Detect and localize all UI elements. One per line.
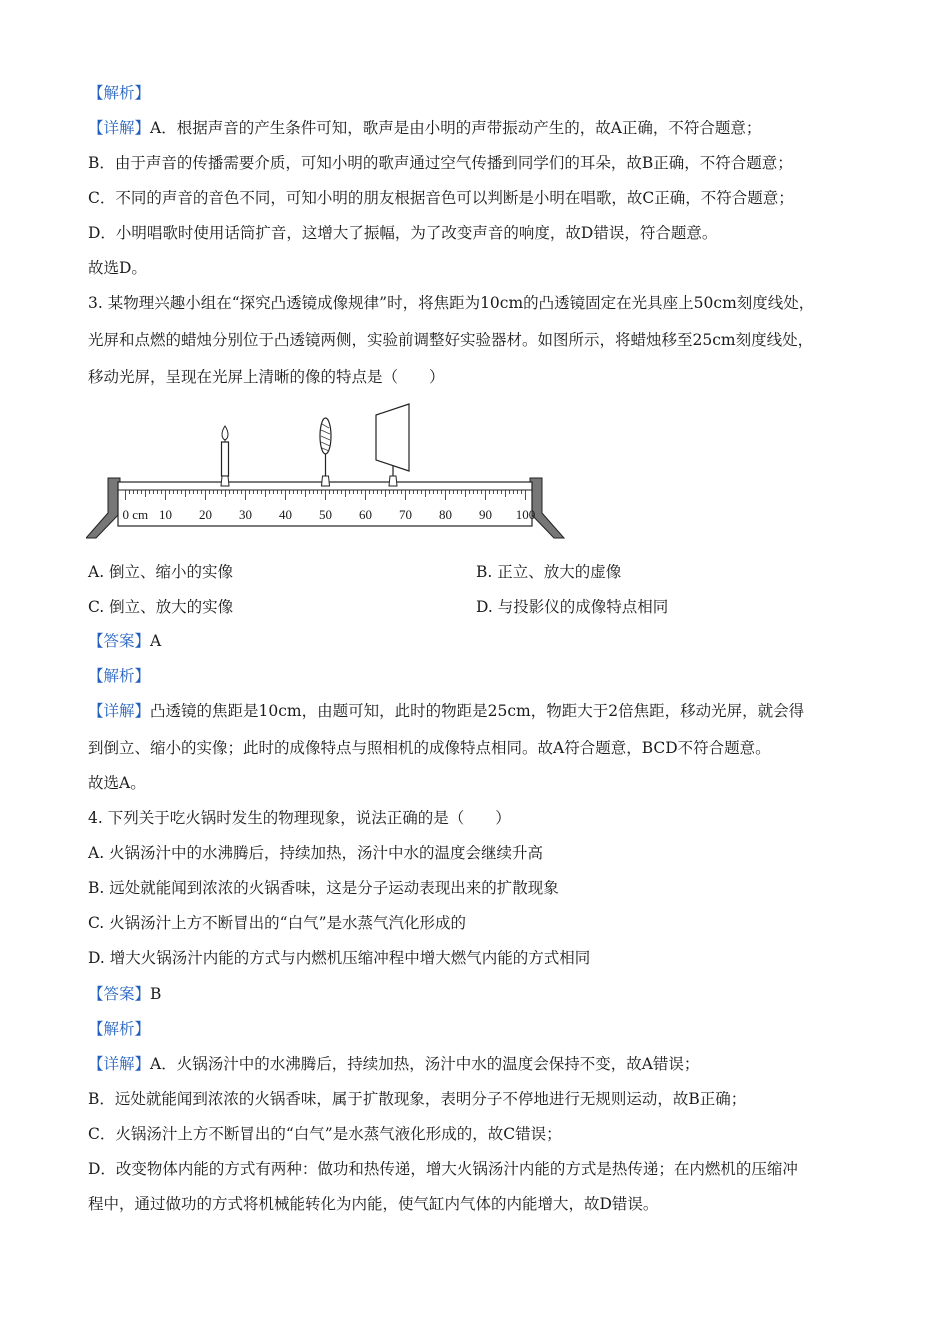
- question-stem: 4. 下列关于吃火锅时发生的物理现象，说法正确的是（ ）: [88, 809, 511, 827]
- detail-d: D．小明唱歌时使用话筒扩音，这增大了振幅，为了改变声音的响度，故D错误，符合题意。: [88, 224, 718, 242]
- question-stem: 光屏和点燃的蜡烛分别位于凸透镜两侧，实验前调整好实验器材。如图所示，将蜡烛移至25cm刻度线处，: [88, 331, 814, 349]
- option-a: A. 倒立、缩小的实像: [88, 563, 234, 581]
- detail-text: A．根据声音的产生条件可知，歌声是由小明的声带振动产生的，故A正确，不符合题意；: [150, 119, 762, 137]
- option-d: D. 与投影仪的成像特点相同: [476, 598, 669, 616]
- ruler-label: 100: [515, 507, 536, 522]
- option-d: D. 增大火锅汤汁内能的方式与内燃机压缩冲程中增大燃气内能的方式相同: [88, 949, 591, 967]
- analysis-tag: 【解析】: [88, 1020, 151, 1038]
- detail-c: C．火锅汤汁上方不断冒出的“白气”是水蒸气液化形成的，故C错误；: [88, 1125, 562, 1143]
- detail-a: [88, 118, 761, 138]
- ruler-label: 50: [319, 507, 332, 522]
- ruler-label: 20: [199, 507, 212, 522]
- option-b: B. 正立、放大的虚像: [476, 563, 622, 581]
- option-c: C. 倒立、放大的实像: [88, 598, 234, 616]
- left-support: [86, 478, 120, 538]
- option-a: A. 火锅汤汁中的水沸腾后，持续加热，汤汁中水的温度会继续升高: [88, 844, 544, 862]
- option-b: B. 远处就能闻到浓浓的火锅香味，这是分子运动表现出来的扩散现象: [88, 879, 559, 897]
- analysis-tag: 【解析】: [88, 84, 151, 102]
- conclusion: 故选D。: [88, 259, 147, 277]
- ruler-label: 80: [439, 507, 452, 522]
- ruler-label: 30: [239, 507, 252, 522]
- detail-1: [88, 701, 804, 721]
- answer-value: B: [150, 985, 162, 1003]
- detail-c: C．不同的声音的音色不同，可知小明的朋友根据音色可以判断是小明在唱歌，故C正确，不符合题意；: [88, 189, 794, 207]
- ruler-label: 0 cm: [122, 507, 149, 522]
- candle: [221, 426, 229, 486]
- conclusion: 故选A。: [88, 774, 146, 792]
- detail-b: B．远处就能闻到浓浓的火锅香味，属于扩散现象，表明分子不停地进行无规则运动，故B正确；: [88, 1090, 747, 1108]
- convex-lens: [320, 418, 331, 486]
- detail-tag: 【详解】: [88, 119, 151, 137]
- light-screen: [376, 404, 409, 486]
- ruler-label: 10: [159, 507, 172, 522]
- question-stem: 移动光屏，呈现在光屏上清晰的像的特点是（ ）: [88, 368, 445, 386]
- optical-bench-figure: [86, 398, 566, 543]
- detail-2: 到倒立、缩小的实像；此时的成像特点与照相机的成像特点相同。故A符合题意，BCD不符合题意。: [88, 739, 771, 757]
- detail-d: D．改变物体内能的方式有两种：做功和热传递，增大火锅汤汁内能的方式是热传递；在内燃机的压缩冲: [88, 1160, 798, 1178]
- detail-tag: 【详解】: [88, 702, 151, 720]
- answer-line: [88, 984, 161, 1004]
- detail-tag: 【详解】: [88, 1055, 151, 1073]
- option-c: C. 火锅汤汁上方不断冒出的“白气”是水蒸气汽化形成的: [88, 914, 467, 932]
- detail-a: [88, 1054, 699, 1074]
- detail-text: A．火锅汤汁中的水沸腾后，持续加热，汤汁中水的温度会保持不变，故A错误；: [150, 1055, 700, 1073]
- ruler-label: 70: [399, 507, 412, 522]
- detail-d-cont: 程中，通过做功的方式将机械能转化为内能，使气缸内气体的内能增大，故D错误。: [88, 1195, 659, 1213]
- ruler-label: 60: [359, 507, 372, 522]
- detail-text: 凸透镜的焦距是10cm，由题可知，此时的物距是25cm，物距大于2倍焦距，移动光屏，就会得: [150, 702, 805, 720]
- ruler-label: 90: [479, 507, 492, 522]
- ruler-label: 40: [279, 507, 292, 522]
- question-stem: 3. 某物理兴趣小组在“探究凸透镜成像规律”时，将焦距为10cm的凸透镜固定在光具座上50cm刻度线处，: [88, 294, 815, 312]
- analysis-tag: 【解析】: [88, 667, 151, 685]
- answer-tag: 【答案】: [88, 632, 151, 650]
- detail-b: B．由于声音的传播需要介质，可知小明的歌声通过空气传播到同学们的耳朵，故B正确，不符合题意；: [88, 154, 793, 172]
- answer-line: [88, 631, 161, 651]
- answer-value: A: [150, 632, 162, 650]
- answer-tag: 【答案】: [88, 985, 151, 1003]
